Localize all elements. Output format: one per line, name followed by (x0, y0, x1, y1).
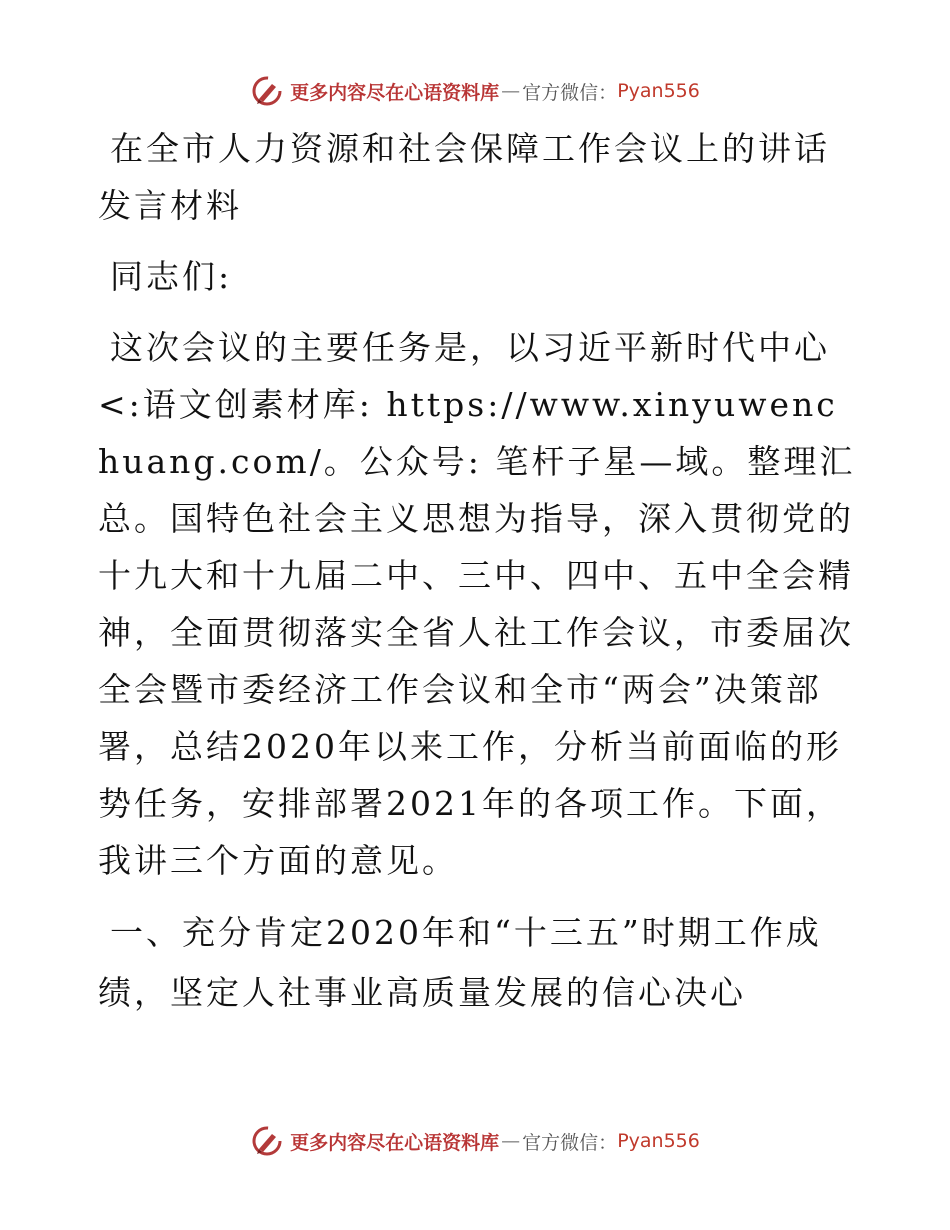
greeting: 同志们: (110, 257, 233, 296)
banner-separator: — (501, 80, 521, 102)
header-watermark-banner (0, 71, 950, 111)
banner-separator: — (501, 1130, 521, 1152)
footer-watermark-banner (0, 1121, 950, 1161)
pen-logo-icon (250, 74, 284, 108)
section-heading: 一、充分肯定2020年和“十三五”时期工作成绩，坚定人社事业高质量发展的信心决心 (98, 913, 822, 1012)
banner-brand-text: 更多内容尽在心语资料库 (290, 1131, 500, 1154)
banner-wechat-label: 官方微信： (522, 81, 618, 104)
pen-logo-icon (250, 1124, 284, 1158)
banner-brand-text: 更多内容尽在心语资料库 (290, 81, 500, 104)
banner-wechat-handle: Pyan556 (617, 1130, 700, 1152)
document-body (98, 120, 858, 1023)
banner-wechat-label: 官方微信： (522, 1131, 618, 1154)
document-title: 在全市人力资源和社会保障工作会议上的讲话发言材料 (98, 129, 830, 225)
banner-wechat-handle: Pyan556 (617, 80, 700, 102)
body-paragraph: 这次会议的主要任务是，以习近平新时代中心<:语文创素材库: https://www.xinyuwenchuang.com/。公众号: 笔杆子星—域。整理汇总。国特色社会主义思想为指导，深入贯彻党的十九大和十九届二中、三中、四中、五中全会精神，全面贯彻落实全省人社工作会议，市委届次全会暨市委经济工作会议和全市“两会”决策部署，总结2020年以来工作，分析当前面临的形势任务，安排部署2021年的各项工作。下面，我讲三个方面的意见。 (98, 328, 856, 880)
